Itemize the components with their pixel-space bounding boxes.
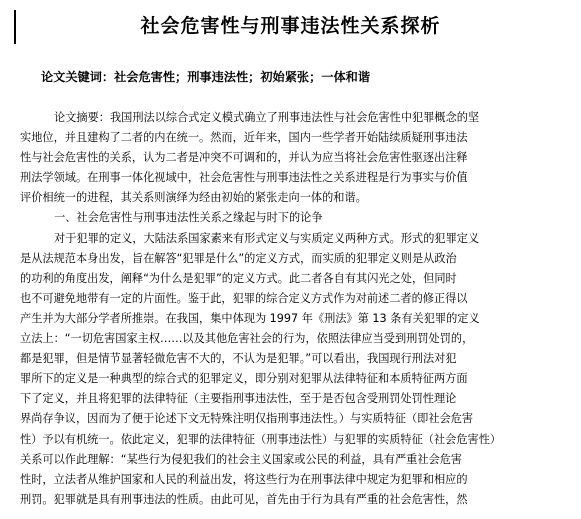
body-line: 对于犯罪的定义，大陆法系国家素来有形式定义与实质定义两种方式。形式的犯罪定义 [54,231,480,245]
body-line: 评价相统一的进程，其关系则演绎为经由初始的紧张走向一体的和谐。 [20,191,367,205]
keywords-line: 论文关键词：社会危害性；刑事违法性；初始紧张；一体和谐 [41,70,371,84]
body-line: 也不可避免地带有一定的片面性。鉴于此，犯罪的综合定义方式作为对前述二者的修正得以 [20,291,468,305]
body-line: 的功利的角度出发，阐释“为什么是犯罪”的定义方式。此二者各自有其闪光之处，但同时 [20,271,457,285]
document-body [20,108,572,510]
body-line: 性）予以有机统一。依此定义，犯罪的法律特征（刑事违法性）与犯罪的实质特征（社会危害性） [20,432,502,446]
body-line: 是从法规范本身出发，旨在解答“犯罪是什么”的定义方式，而实质的犯罪定义则是从政治 [20,251,457,265]
body-line: 立法上：“一切危害国家主权……以及其他危害社会的行为，依照法律应当受到刑罚处罚的， [20,332,474,346]
document-title: 社会危害性与刑事违法性关系探析 [140,15,441,37]
body-line: 关系可以作此理解：“某些行为侵犯我们的社会主义国家或公民的利益，具有严重社会危害 [20,452,463,466]
body-line: 界尚存争议，因而为了便于论述下文无特殊注明仅指刑事违法性。）与实质特征（即社会危害 [20,412,474,426]
body-line: 论文摘要：我国刑法以综合式定义模式确立了刑事违法性与社会危害性中犯罪概念的坚 [54,111,480,124]
body-line: 实地位，并且建构了二者的内在统一。然而，近年来，国内一些学者开始陆续质疑刑事违法 [20,131,468,145]
body-line: 下了定义，并且将犯罪的法律特征（主要指刑事违法性，至于是否包含受刑罚处罚性理论 [20,392,457,406]
body-line: 性时，立法者从维护国家和人民的利益出发，将这些行为在刑事法律中规定为犯罪和相应的 [20,472,468,486]
section-heading: 一、社会危害性与刑事违法性关系之缘起与时下的论争 [54,211,323,225]
body-line: 产生并为大部分学者所推崇。在我国，集中体现为 1997 年《刑法》第 13 条有关犯罪的定义 [20,311,480,325]
body-line: 刑法学领域。在刑事一体化视域中，社会危害性与刑事违法性之关系进程是行为事实与价值 [20,171,468,185]
body-line: 罪所下的定义是一种典型的综合式的犯罪定义，即分别对犯罪从法律特征和本质特征两方面 [20,372,468,386]
body-line: 都是犯罪，但是情节显著轻微危害不大的，不认为是犯罪。”可以看出，我国现行刑法对犯 [20,352,457,366]
body-line: 性与社会危害性的关系，认为二者是冲突不可调和的，并认为应当将社会危害性驱逐出注释 [20,151,468,165]
body-line: 刑罚。犯罪就是具有刑事违法的性质。由此可见，首先由于行为具有严重的社会危害性，然 [20,492,468,506]
